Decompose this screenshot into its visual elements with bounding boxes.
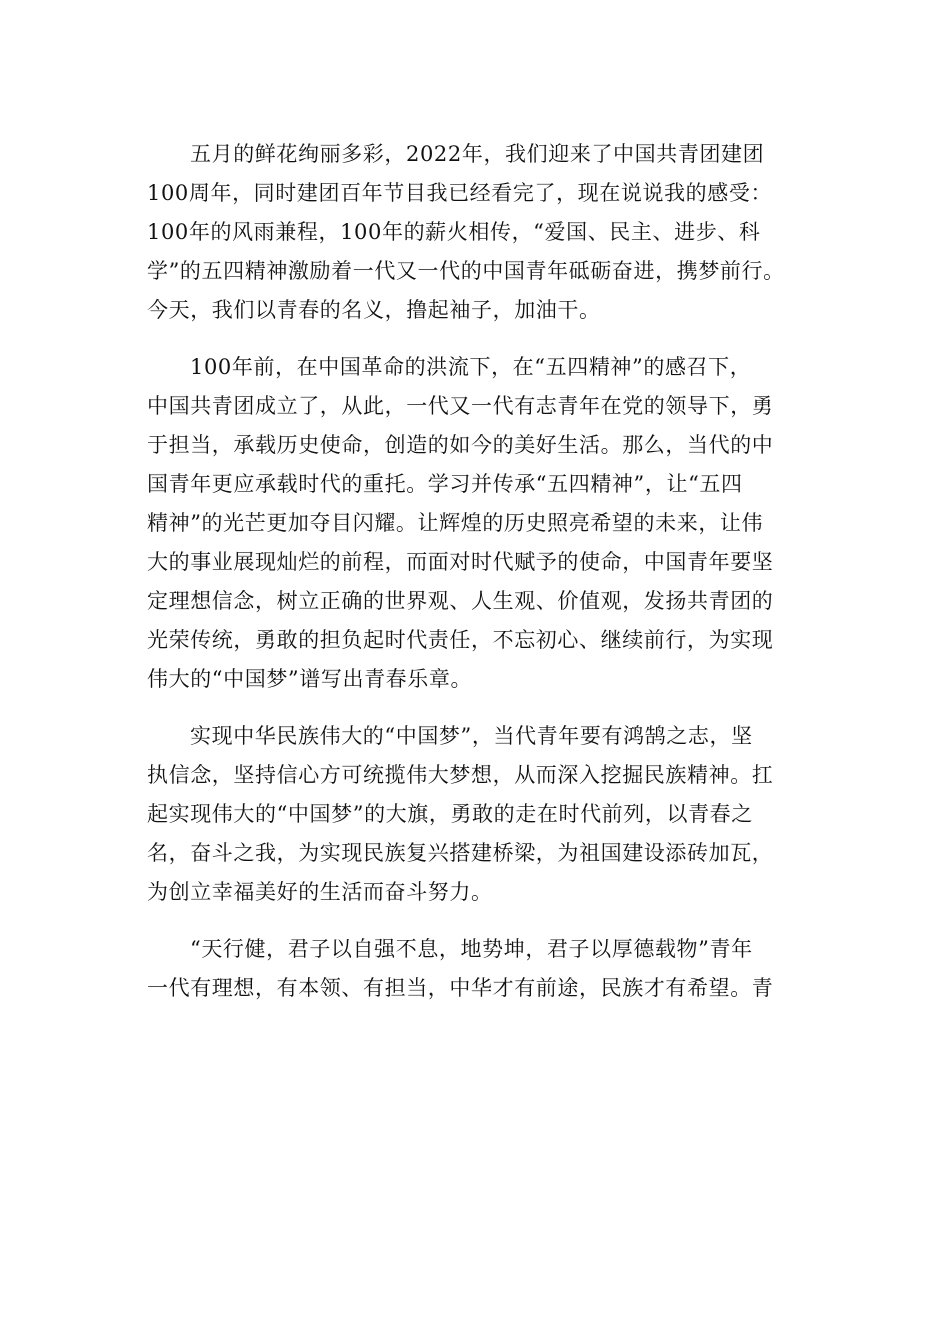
text-line: 起实现伟大的“中国梦”的大旗，勇敢的走在时代前列，以青春之 (147, 802, 753, 826)
text-line: 实现中华民族伟大的“中国梦”，当代青年要有鸿鹄之志，坚 (190, 724, 753, 748)
text-line: 今天，我们以青春的名义，撸起袖子，加油干。 (147, 298, 601, 322)
text-line: 执信念，坚持信心方可统揽伟大梦想，从而深入挖掘民族精神。扛 (147, 763, 774, 787)
paragraph-spacer (147, 699, 807, 717)
text-line: 学”的五四精神激励着一代又一代的中国青年砥砺奋进，携梦前行。 (147, 259, 785, 283)
text-line: 名，奋斗之我，为实现民族复兴搭建桥梁，为祖国建设添砖加瓦， (147, 841, 774, 865)
text-line: 大的事业展现灿烂的前程，而面对时代赋予的使命，中国青年要坚 (147, 550, 774, 574)
text-line: 定理想信念，树立正确的世界观、人生观、价值观，发扬共青团的 (147, 589, 774, 613)
text-line: 为创立幸福美好的生活而奋斗努力。 (147, 880, 493, 904)
text-line: 于担当，承载历史使命，创造的如今的美好生活。那么，当代的中 (147, 433, 774, 457)
paragraph (147, 348, 807, 699)
text-line: 100周年，同时建团百年节目我已经看完了，现在说说我的感受： (147, 181, 773, 205)
text-line: 100年的风雨兼程，100年的薪火相传，“爱国、民主、进步、科 (147, 220, 761, 244)
text-line: 精神”的光芒更加夺目闪耀。让辉煌的历史照亮希望的未来，让伟 (147, 511, 764, 535)
paragraph (147, 717, 807, 912)
text-line: 光荣传统，勇敢的担负起时代责任，不忘初心、继续前行，为实现 (147, 628, 774, 652)
paragraph (147, 930, 807, 1008)
text-line: 伟大的“中国梦”谱写出青春乐章。 (147, 667, 473, 691)
text-line: 中国共青团成立了，从此，一代又一代有志青年在党的领导下，勇 (147, 394, 774, 418)
text-line: 100年前，在中国革命的洪流下，在“五四精神”的感召下， (190, 355, 752, 379)
paragraph-spacer (147, 330, 807, 348)
text-line: 五月的鲜花绚丽多彩，2022年，我们迎来了中国共青团建团 (190, 142, 765, 166)
document-body (147, 135, 807, 1008)
text-line: 一代有理想，有本领、有担当，中华才有前途，民族才有希望。青 (147, 976, 774, 1000)
text-line: 国青年更应承载时代的重托。学习并传承“五四精神”，让“五四 (147, 472, 743, 496)
paragraph-spacer (147, 912, 807, 930)
paragraph (147, 135, 807, 330)
text-line: “天行健，君子以自强不息，地势坤，君子以厚德载物”青年 (190, 937, 753, 961)
